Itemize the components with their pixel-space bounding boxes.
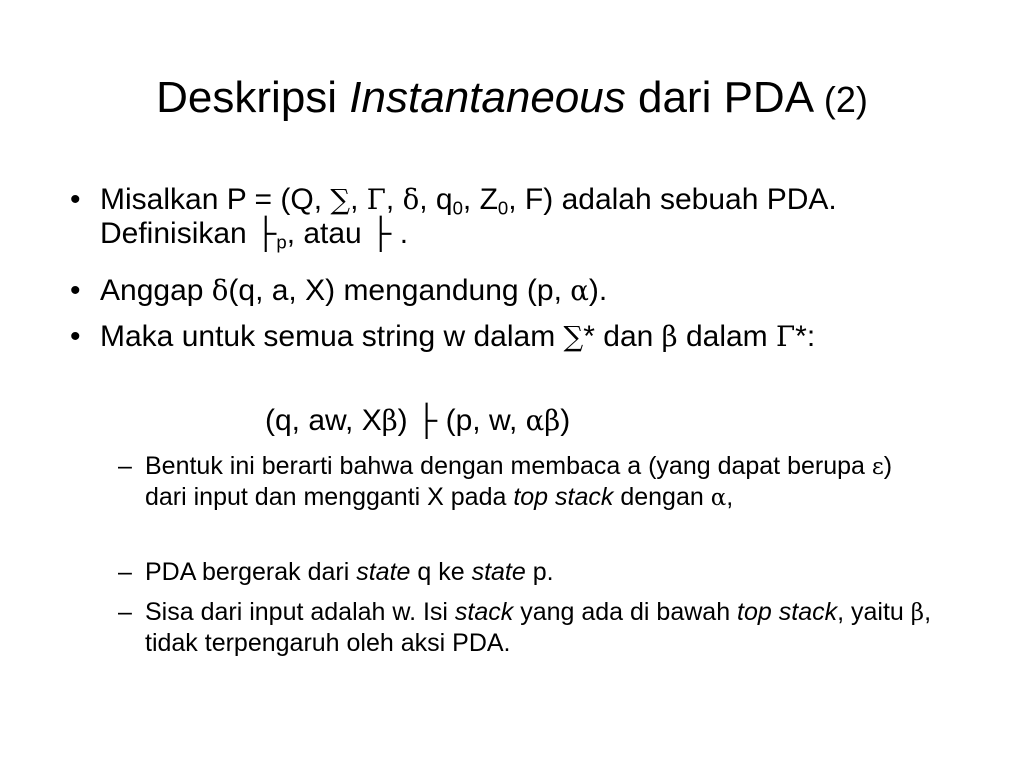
bullet-text xyxy=(70,274,950,308)
text-segment: Bentuk ini berarti bahwa dengan membaca a (yang dapat berupa xyxy=(145,452,872,480)
math-symbol: α xyxy=(710,485,727,511)
subscript: 0 xyxy=(497,197,509,219)
subscript: 0 xyxy=(452,197,463,219)
text-segment: , atau xyxy=(286,217,371,250)
text-segment: yang ada di bawah xyxy=(513,598,738,626)
bullet-item xyxy=(70,274,950,308)
sub-bullet-marker: – xyxy=(118,598,132,626)
sub-bullet-item xyxy=(118,557,938,587)
bullet-marker: • xyxy=(70,183,81,216)
sub-bullet-item xyxy=(118,597,938,658)
bullet-marker: • xyxy=(70,320,81,353)
italic-term: top stack xyxy=(737,598,838,626)
transition-formula xyxy=(265,404,865,438)
formula-segment: (p, w, xyxy=(437,404,526,437)
math-symbol: Γ xyxy=(366,183,386,216)
text-segment: * dan xyxy=(583,320,662,353)
turnstile-symbol: ├ xyxy=(416,404,438,437)
text-segment: dengan xyxy=(613,483,711,511)
italic-term: stack xyxy=(454,598,514,626)
sub-bullet-text xyxy=(118,597,938,658)
text-segment: ) dari input dan mengganti X pada xyxy=(145,452,893,511)
text-segment: , xyxy=(726,483,734,511)
math-symbol: α xyxy=(570,274,589,307)
text-segment: . xyxy=(391,217,409,250)
text-segment: , q xyxy=(419,183,453,216)
text-segment: PDA bergerak dari xyxy=(145,558,357,586)
subscript: p xyxy=(276,231,287,253)
math-symbol: δ xyxy=(211,274,229,307)
math-symbol: δ xyxy=(402,183,420,216)
formula-segment: ) xyxy=(560,404,571,437)
text-segment: Maka untuk semua string w dalam xyxy=(100,320,564,353)
italic-term: top stack xyxy=(513,483,614,511)
sub-bullet-marker: – xyxy=(118,452,132,480)
bullet-item xyxy=(70,183,950,251)
italic-term: state xyxy=(471,558,526,586)
text-segment: dalam xyxy=(677,320,776,353)
text-segment: Anggap xyxy=(100,274,212,307)
text-segment: , yaitu xyxy=(837,598,911,626)
text-segment: Misalkan P = (Q, xyxy=(100,183,331,216)
title-text-rest: dari PDA xyxy=(625,73,824,122)
text-segment: , tidak terpengaruh oleh aksi PDA. xyxy=(145,598,932,657)
title-text: Deskripsi xyxy=(156,73,350,122)
sub-bullet-text xyxy=(118,451,938,513)
math-symbol: β xyxy=(661,320,678,353)
sub-bullet-item xyxy=(118,451,938,513)
math-symbol: β xyxy=(910,600,925,626)
title-number: (2) xyxy=(823,79,868,120)
math-symbol: Γ xyxy=(776,320,796,353)
formula-segment: (q, aw, X xyxy=(265,404,382,437)
bullet-marker: • xyxy=(70,274,81,307)
bullet-text xyxy=(70,320,950,354)
sub-bullet-text xyxy=(118,557,938,587)
bullet-item xyxy=(70,320,950,354)
turnstile-symbol: ├ xyxy=(370,217,392,250)
italic-term: state xyxy=(356,558,411,586)
bullet-text xyxy=(70,183,950,251)
text-segment: *: xyxy=(795,320,816,353)
text-segment: , xyxy=(350,183,367,216)
math-symbol: α xyxy=(525,404,545,437)
formula-segment: ) xyxy=(397,404,416,437)
slide-title xyxy=(0,70,1024,128)
text-segment: ). xyxy=(588,274,608,307)
math-symbol: β xyxy=(544,404,561,437)
text-segment: p. xyxy=(525,558,554,586)
text-segment: , xyxy=(385,183,403,216)
title-emphasis: Instantaneous xyxy=(349,73,626,122)
text-segment: (q, a, X) mengandung (p, xyxy=(228,274,571,307)
text-segment: q ke xyxy=(410,558,472,586)
math-symbol: ε xyxy=(871,454,884,480)
sub-bullet-marker: – xyxy=(118,558,132,586)
turnstile-symbol: ├ xyxy=(255,217,277,250)
math-symbol: β xyxy=(381,404,398,437)
math-symbol: ∑ xyxy=(563,320,584,353)
math-symbol: ∑ xyxy=(330,183,351,216)
text-segment: , F) adalah sebuah PDA. Definisikan xyxy=(100,183,837,250)
text-segment: Sisa dari input adalah w. Isi xyxy=(145,598,455,626)
text-segment: , Z xyxy=(462,183,498,216)
